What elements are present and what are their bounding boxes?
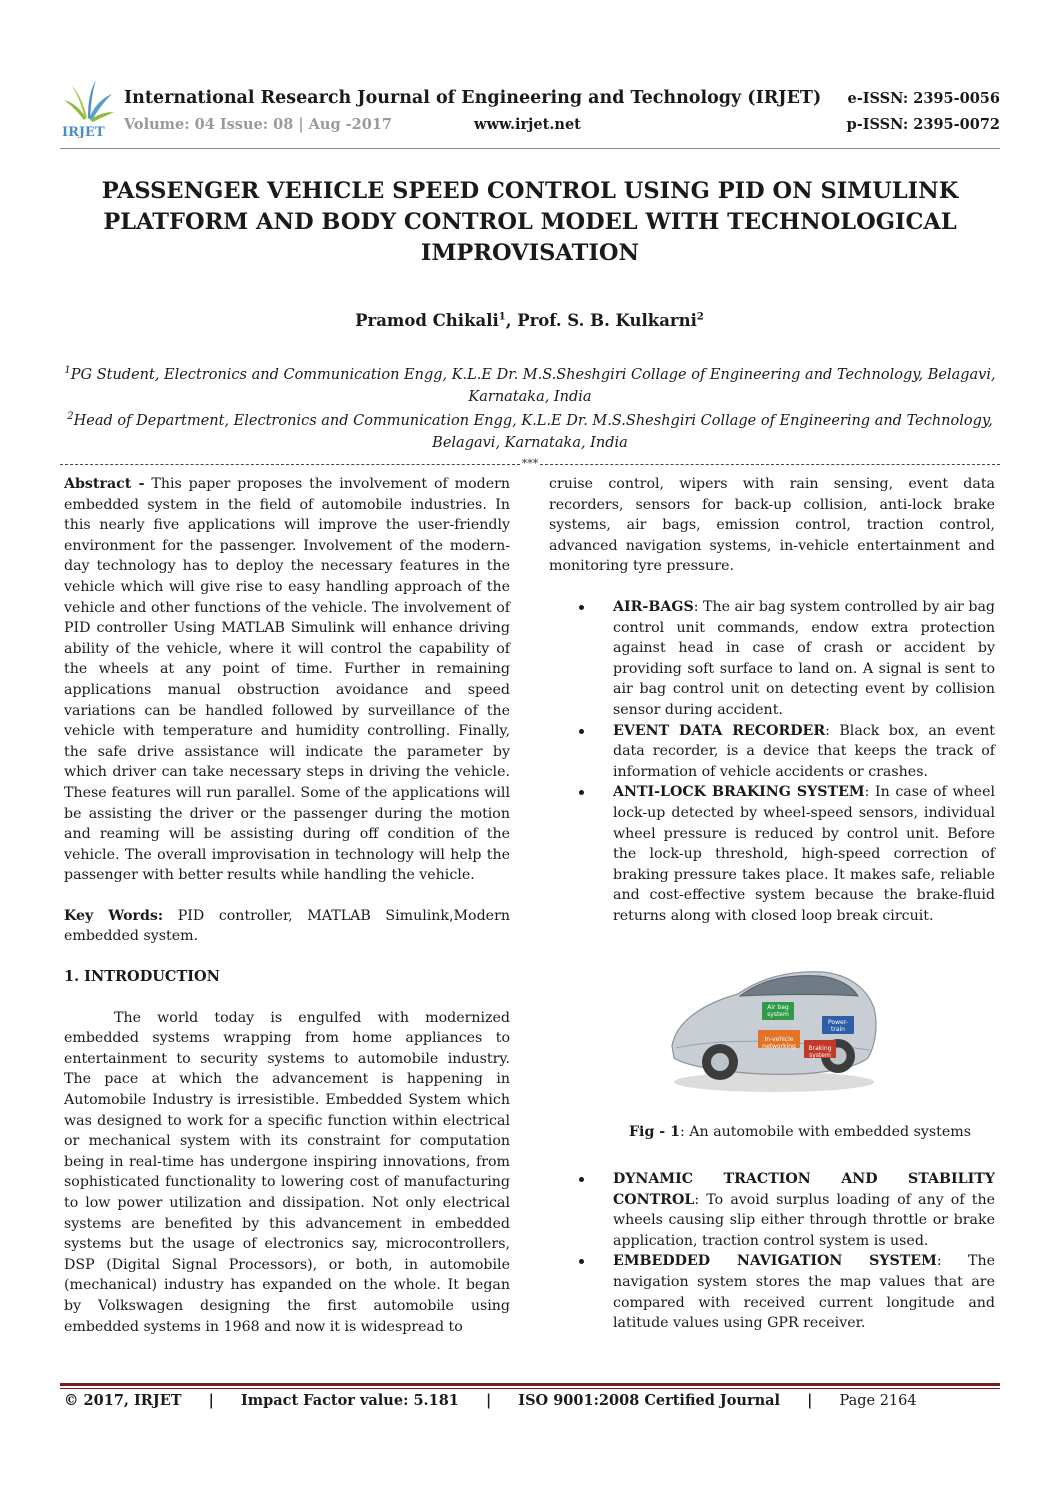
footer-separator: | — [485, 1392, 492, 1409]
continuation-paragraph: cruise control, wipers with rain sensing, event data recorders, sensors for back-up collision, anti-lock brake systems, air bags, emission control, traction control, advanced navigation systems, in-vehicle entertainment and monitoring tyre pressure. — [549, 476, 995, 575]
pissn: p-ISSN: 2395-0072 — [846, 116, 1000, 133]
bullet-list-control — [549, 1169, 995, 1334]
figure-caption-text: : An automobile with embedded systems — [680, 1124, 972, 1141]
footer-rule-thick — [60, 1383, 1000, 1386]
keywords-paragraph — [64, 906, 510, 947]
footer-separator: | — [807, 1392, 813, 1409]
list-item — [549, 782, 995, 926]
author-2: Prof. S. B. Kulkarni — [517, 311, 697, 330]
keywords-label: Key Words: — [64, 907, 164, 924]
list-item — [549, 1251, 995, 1333]
author-1-sup: 1 — [498, 311, 506, 323]
affiliation-1 — [60, 360, 1000, 408]
footer-page-number: Page 2164 — [839, 1393, 917, 1409]
figure-label: Fig - 1 — [628, 1124, 681, 1141]
left-column — [64, 474, 510, 1337]
svg-text:Brakingsystem: Braking system — [808, 1045, 832, 1060]
bullet-term: ANTI-LOCK BRAKING SYSTEM — [613, 784, 865, 801]
keywords-text: PID controller, MATLAB Simulink,Modern embedded system. — [64, 907, 510, 945]
bullet-text: : In case of wheel lock-up detected by wheel-speed sensors, individual wheel pressure is reduced by control unit. Before the lock-up threshold, high-speed correction of braking pressure takes place. It makes safe, reliable and cost-effective system because the brake-fluid returns along with closed loop break circuit. — [613, 784, 995, 924]
list-item — [549, 1169, 995, 1251]
eissn: e-ISSN: 2395-0056 — [847, 90, 1000, 107]
journal-website-link[interactable]: www.irjet.net — [474, 116, 581, 133]
bullet-text: : Black box, an event data recorder, is a device that keeps the track of information of vehicle accidents or crashes. — [613, 722, 995, 780]
footer-separator: | — [208, 1392, 214, 1409]
svg-text:In-vehiclenetworking: In-vehicle networking — [762, 1036, 796, 1051]
bullet-text: : To avoid surplus loading of any of the wheels causing slip either through throttle or brake application, traction control system is used. — [613, 1191, 995, 1249]
affiliation-1-sup: 1 — [64, 365, 71, 376]
affiliation-2-sup: 2 — [67, 411, 74, 422]
journal-header — [60, 78, 1000, 150]
author-1: Pramod Chikali — [355, 311, 499, 330]
bullet-text: : The air bag system controlled by air bag control unit commands, endow extra protection against head in case of crash or accident by providing soft surface to land on. A signal is sent to air bag control unit on detecting event by collision sensor during accident. — [613, 598, 995, 718]
car-illustration — [662, 950, 882, 1100]
svg-text:Power-train: Power-train — [828, 1019, 848, 1034]
bullet-text: : The navigation system stores the map values that are compared with received current longitude and latitude values using GPR receiver. — [613, 1253, 995, 1332]
bullet-term: EMBEDDED NAVIGATION SYSTEM — [613, 1253, 937, 1270]
separator-stars: *** — [521, 456, 539, 470]
irjet-logo-icon — [60, 78, 116, 138]
bullet-term: AIR-BAGS — [613, 598, 694, 615]
abstract-text: This paper proposes the involvement of modern embedded system in the field of automobile industries. In this nearly five applications will improve the user-friendly environment for the passenger. Involvement of the modern-day technology has to deploy the necessary features in the vehicle which will give rise to easy handling approach of the vehicle and other functions of the vehicle. The involvement of PID controller Using MATLAB Simulink will enhance driving ability of the vehicle, where it will control the capability of the wheels at any point of time. Further in remaining applications manual obstruction avoidance and speed variations can be handled followed by surveillance of the vehicle with temperature and humidity controlling. Finally, the safe drive assistance will indicate the parameter by which driver can take necessary steps in driving the vehicle. These features will run parallel. Some of the applications will be assisting the driver or the passenger during the motion and reaming will be assisting during off condition of the vehicle. The overall improvisation in technology will help the passenger with better results while handling the vehicle. — [64, 476, 511, 884]
volume-info: Volume: 04 Issue: 08 | Aug -2017 — [124, 116, 393, 133]
affiliation-1-text: PG Student, Electronics and Communication Engg, K.L.E Dr. M.S.Sheshgiri Collage of Engineering and Technology, Belagavi, Karnataka, India — [70, 366, 996, 405]
affiliation-2-text: Head of Department, Electronics and Communication Engg, K.L.E Dr. M.S.Sheshgiri Collage of Engineering and Technology, Belagavi, Karnataka, India — [73, 412, 993, 451]
bullet-term: EVENT DATA RECORDER — [613, 722, 826, 739]
intro-heading: 1. INTRODUCTION — [64, 968, 220, 986]
page-footer — [64, 1392, 917, 1409]
right-column — [549, 474, 995, 1334]
svg-text:Air bagsystem: Air bag system — [767, 1004, 789, 1019]
authors-line — [0, 311, 1059, 330]
figure-car-embedded-systems — [662, 950, 882, 1100]
footer-copyright: © 2017, IRJET — [64, 1392, 182, 1409]
paper-title: PASSENGER VEHICLE SPEED CONTROL USING PID ON SIMULINK PLATFORM AND BODY CONTROL MODEL WITH TECHNOLOGICAL IMPROVISATION — [101, 178, 959, 266]
affiliation-2 — [60, 406, 1000, 454]
author-separator: , — [505, 311, 518, 330]
section-separator — [60, 455, 1000, 471]
intro-paragraph: The world today is engulfed with modernized embedded systems wrapping from home appliances to entertainment to security systems to automobile industry. The pace at which the advancement is happening in Automobile Industry is irresistible. Embedded System which was designed to work for a specific function within electrical or mechanical system with its constraint for computation being in real-time has undergone inspiring innovations, from sophisticated functionality to lowering cost of manufacturing to low power utilization and dissipation. Not only electrical systems are benefited by this advancement in embedded systems but the usage of electronics say, microcontrollers, DSP (Digital Signal Processors), or both, in automobile (mechanical) industry has expanded on the whole. It began by Volkswagen designing the first automobile using embedded systems in 1968 and now it is widespread to — [64, 1009, 510, 1335]
footer-rule-thin — [60, 1388, 1000, 1389]
separator-dashes-left — [60, 464, 520, 465]
footer-impact-factor: Impact Factor value: 5.181 — [240, 1392, 459, 1409]
list-item — [549, 597, 995, 721]
journal-name: International Research Journal of Engineering and Technology (IRJET) — [124, 88, 822, 108]
list-item — [549, 721, 995, 783]
header-divider — [60, 148, 1000, 149]
bullet-list-systems — [549, 597, 995, 927]
figure-caption — [549, 1122, 995, 1143]
abstract-paragraph — [64, 474, 510, 886]
separator-dashes-right — [540, 464, 1000, 465]
bullet-term: DYNAMIC TRACTION AND STABILITY CONTROL — [613, 1171, 995, 1208]
svg-text:IRJET: IRJET — [62, 125, 105, 138]
footer-iso: ISO 9001:2008 Certified Journal — [518, 1392, 781, 1409]
abstract-label: Abstract - — [64, 476, 145, 492]
author-2-sup: 2 — [696, 311, 704, 323]
